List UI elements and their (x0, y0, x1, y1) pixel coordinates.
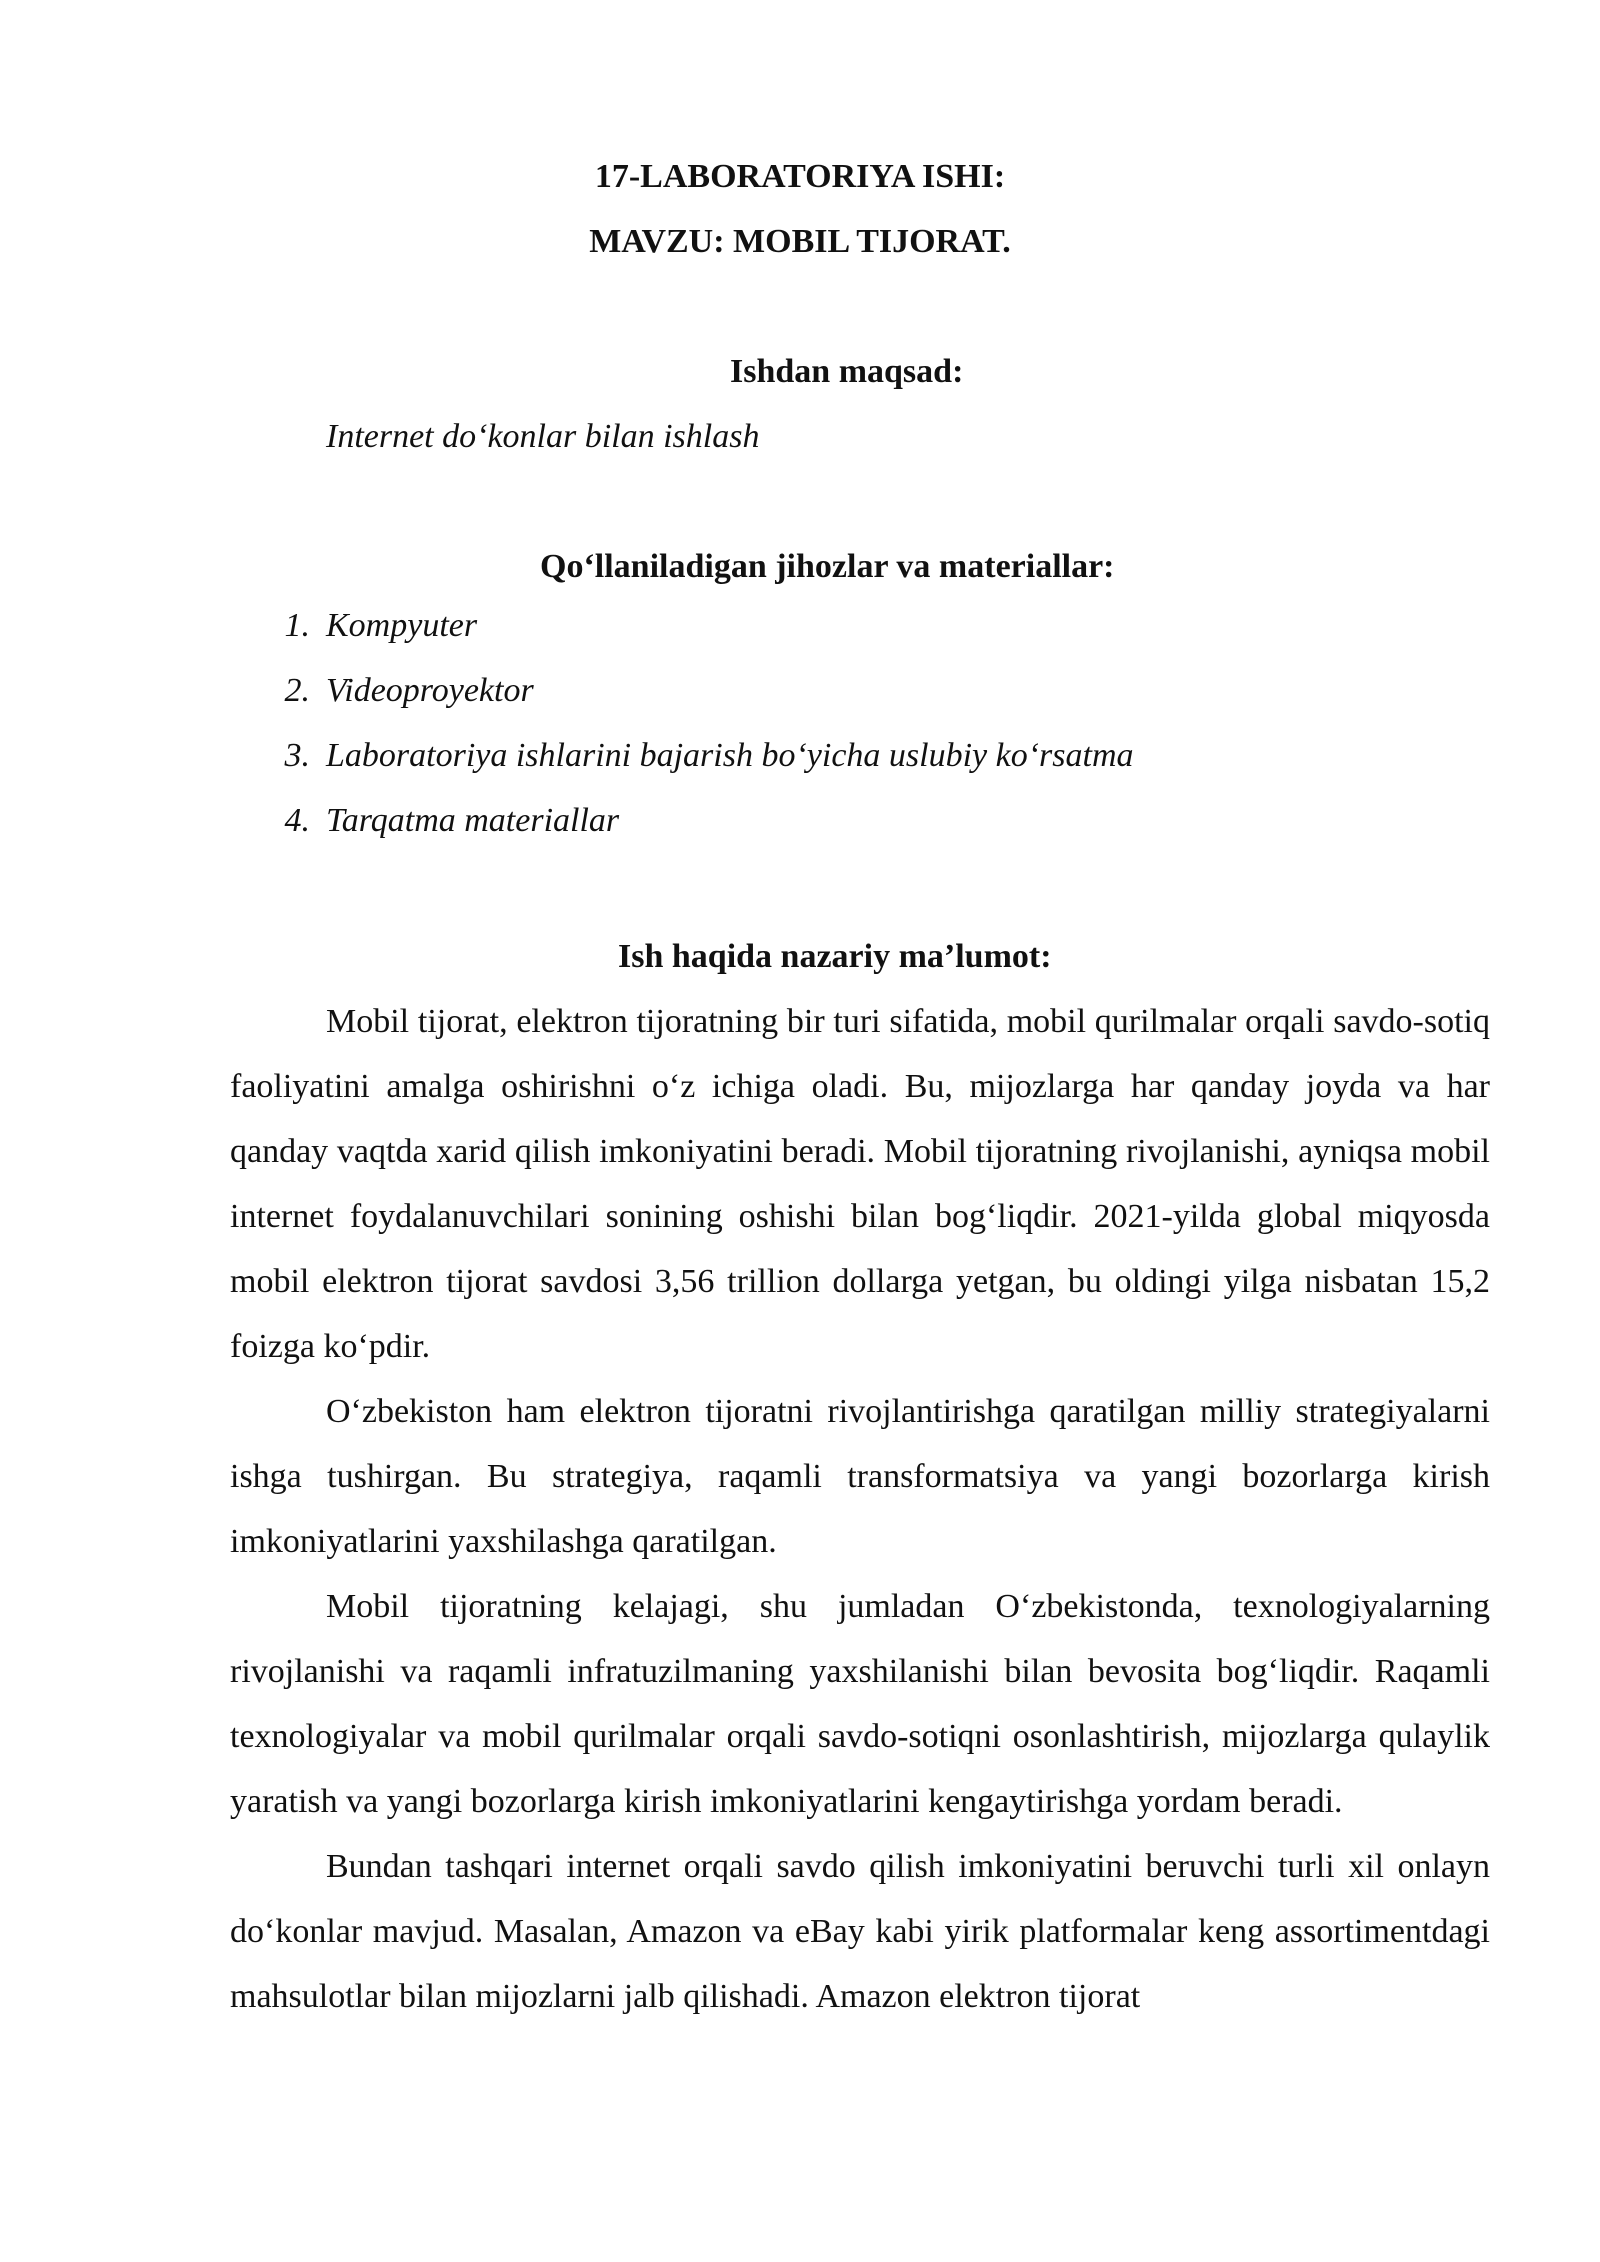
paragraph: Bundan tashqari internet orqali savdo qilish imkoniyatini beruvchi turli xil onlayn do‘konlar mavjud. Masalan, Amazon va eBay kabi yirik platformalar keng assortimentdagi mahsulotlar bilan mijozlarni jalb qilishadi. Amazon elektron tijorat (230, 1848, 1490, 2015)
list-item-text: Laboratoriya ishlarini bajarish bo‘yicha uslubiy ko‘rsatma (326, 737, 1134, 774)
equipment-heading: Qo‘llaniladigan jihozlar va materiallar: (540, 548, 1115, 585)
paragraph: Mobil tijoratning kelajagi, shu jumladan O‘zbekistonda, texnologiyalarning rivojlanishi va raqamli infratuzilmaning yaxshilanishi bilan bevosita bog‘liqdir. Raqamli texnologiyalar va mobil qurilmalar orqali savdo-sotiqni osonlashtirish, mijozlarga qulaylik yaratish va yangi bozorlarga kirish imkoniyatlarini kengaytirishga yordam beradi. (230, 1588, 1490, 1820)
paragraph: Mobil tijorat, elektron tijoratning bir turi sifatida, mobil qurilmalar orqali savdo-sotiq faoliyatini amalga oshirishni o‘z ichiga oladi. Bu, mijozlarga har qanday joyda va har qanday vaqtda xarid qilish imkoniyatini beradi. Mobil tijoratning rivojlanishi, ayniqsa mobil internet foydalanuvchilari sonining oshishi bilan bog‘liqdir. 2021-yilda global miqyosda mobil elektron tijorat savdosi 3,56 trillion dollarga yetgan, bu oldingi yilga nisbatan 15,2 foizga ko‘pdir. (230, 1003, 1490, 1365)
theory-heading: Ish haqida nazariy ma’lumot: (618, 938, 1052, 975)
list-item-text: Videoproyektor (326, 672, 534, 709)
list-item-number: 3. (284, 737, 310, 774)
goal-text: Internet do‘konlar bilan ishlash (326, 418, 760, 455)
theory-body (230, 989, 1490, 2029)
goal-heading: Ishdan maqsad: (730, 353, 964, 390)
lab-title: 17-LABORATORIYA ISHI: (594, 158, 1006, 195)
topic-title: MAVZU: MOBIL TIJORAT. (589, 223, 1011, 260)
paragraph: O‘zbekiston ham elektron tijoratni rivojlantirishga qaratilgan milliy strategiyalarni ishga tushirgan. Bu strategiya, raqamli transformatsiya va yangi bozorlarga kirish imkoniyatlarini yaxshilashga qaratilgan. (230, 1393, 1490, 1560)
list-item-text: Tarqatma materiallar (326, 802, 620, 839)
list-item-number: 2. (284, 672, 310, 709)
list-item-number: 4. (284, 802, 310, 839)
list-item-text: Kompyuter (326, 607, 478, 644)
list-item-number: 1. (284, 607, 310, 644)
